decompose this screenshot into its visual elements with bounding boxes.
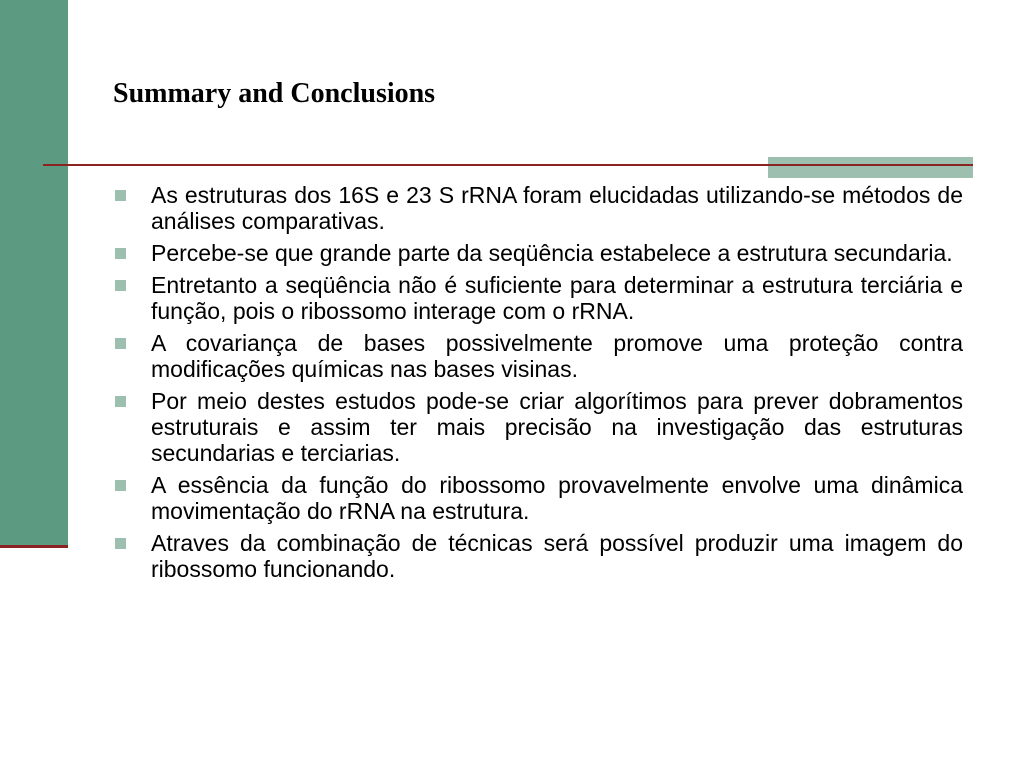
bullet-text: Entretanto a seqüência não é suficiente para determinar a estrutura terciária e função, pois o ribossomo interage com o rRNA.: [151, 272, 963, 324]
square-bullet-icon: [115, 248, 126, 259]
square-bullet-icon: [115, 396, 126, 407]
square-bullet-icon: [115, 538, 126, 549]
bullet-item: [113, 388, 963, 466]
square-bullet-icon: [115, 280, 126, 291]
square-bullet-icon: [115, 480, 126, 491]
bullet-text: A covariança de bases possivelmente promove uma proteção contra modificações químicas nas bases visinas.: [151, 330, 963, 382]
bullet-text: As estruturas dos 16S e 23 S rRNA foram elucidadas utilizando-se métodos de análises comparativas.: [151, 182, 963, 234]
bullet-item: [113, 272, 963, 324]
title-accent-block-bottom: [768, 166, 973, 178]
bullet-item: [113, 530, 963, 582]
bullet-item: [113, 330, 963, 382]
slide-title: Summary and Conclusions: [113, 78, 436, 109]
square-bullet-icon: [115, 338, 126, 349]
left-decorative-bar: [0, 0, 68, 545]
bullet-text: Percebe-se que grande parte da seqüência estabelece a estrutura secundaria.: [151, 240, 953, 266]
bullet-item: [113, 182, 963, 234]
bullet-item: [113, 240, 963, 266]
bullet-text: Por meio destes estudos pode-se criar algorítimos para prever dobramentos estruturais e assim ter mais precisão na investigação das estruturas secundarias e terciarias.: [151, 388, 963, 466]
bullet-item: [113, 472, 963, 524]
left-bar-underline: [0, 545, 68, 548]
bullet-text: A essência da função do ribossomo provavelmente envolve uma dinâmica movimentação do rRNA na estrutura.: [151, 472, 963, 524]
bullet-list: [113, 182, 963, 588]
title-accent-block-top: [768, 157, 973, 164]
bullet-text: Atraves da combinação de técnicas será possível produzir uma imagem do ribossomo funcionando.: [151, 530, 963, 582]
square-bullet-icon: [115, 190, 126, 201]
